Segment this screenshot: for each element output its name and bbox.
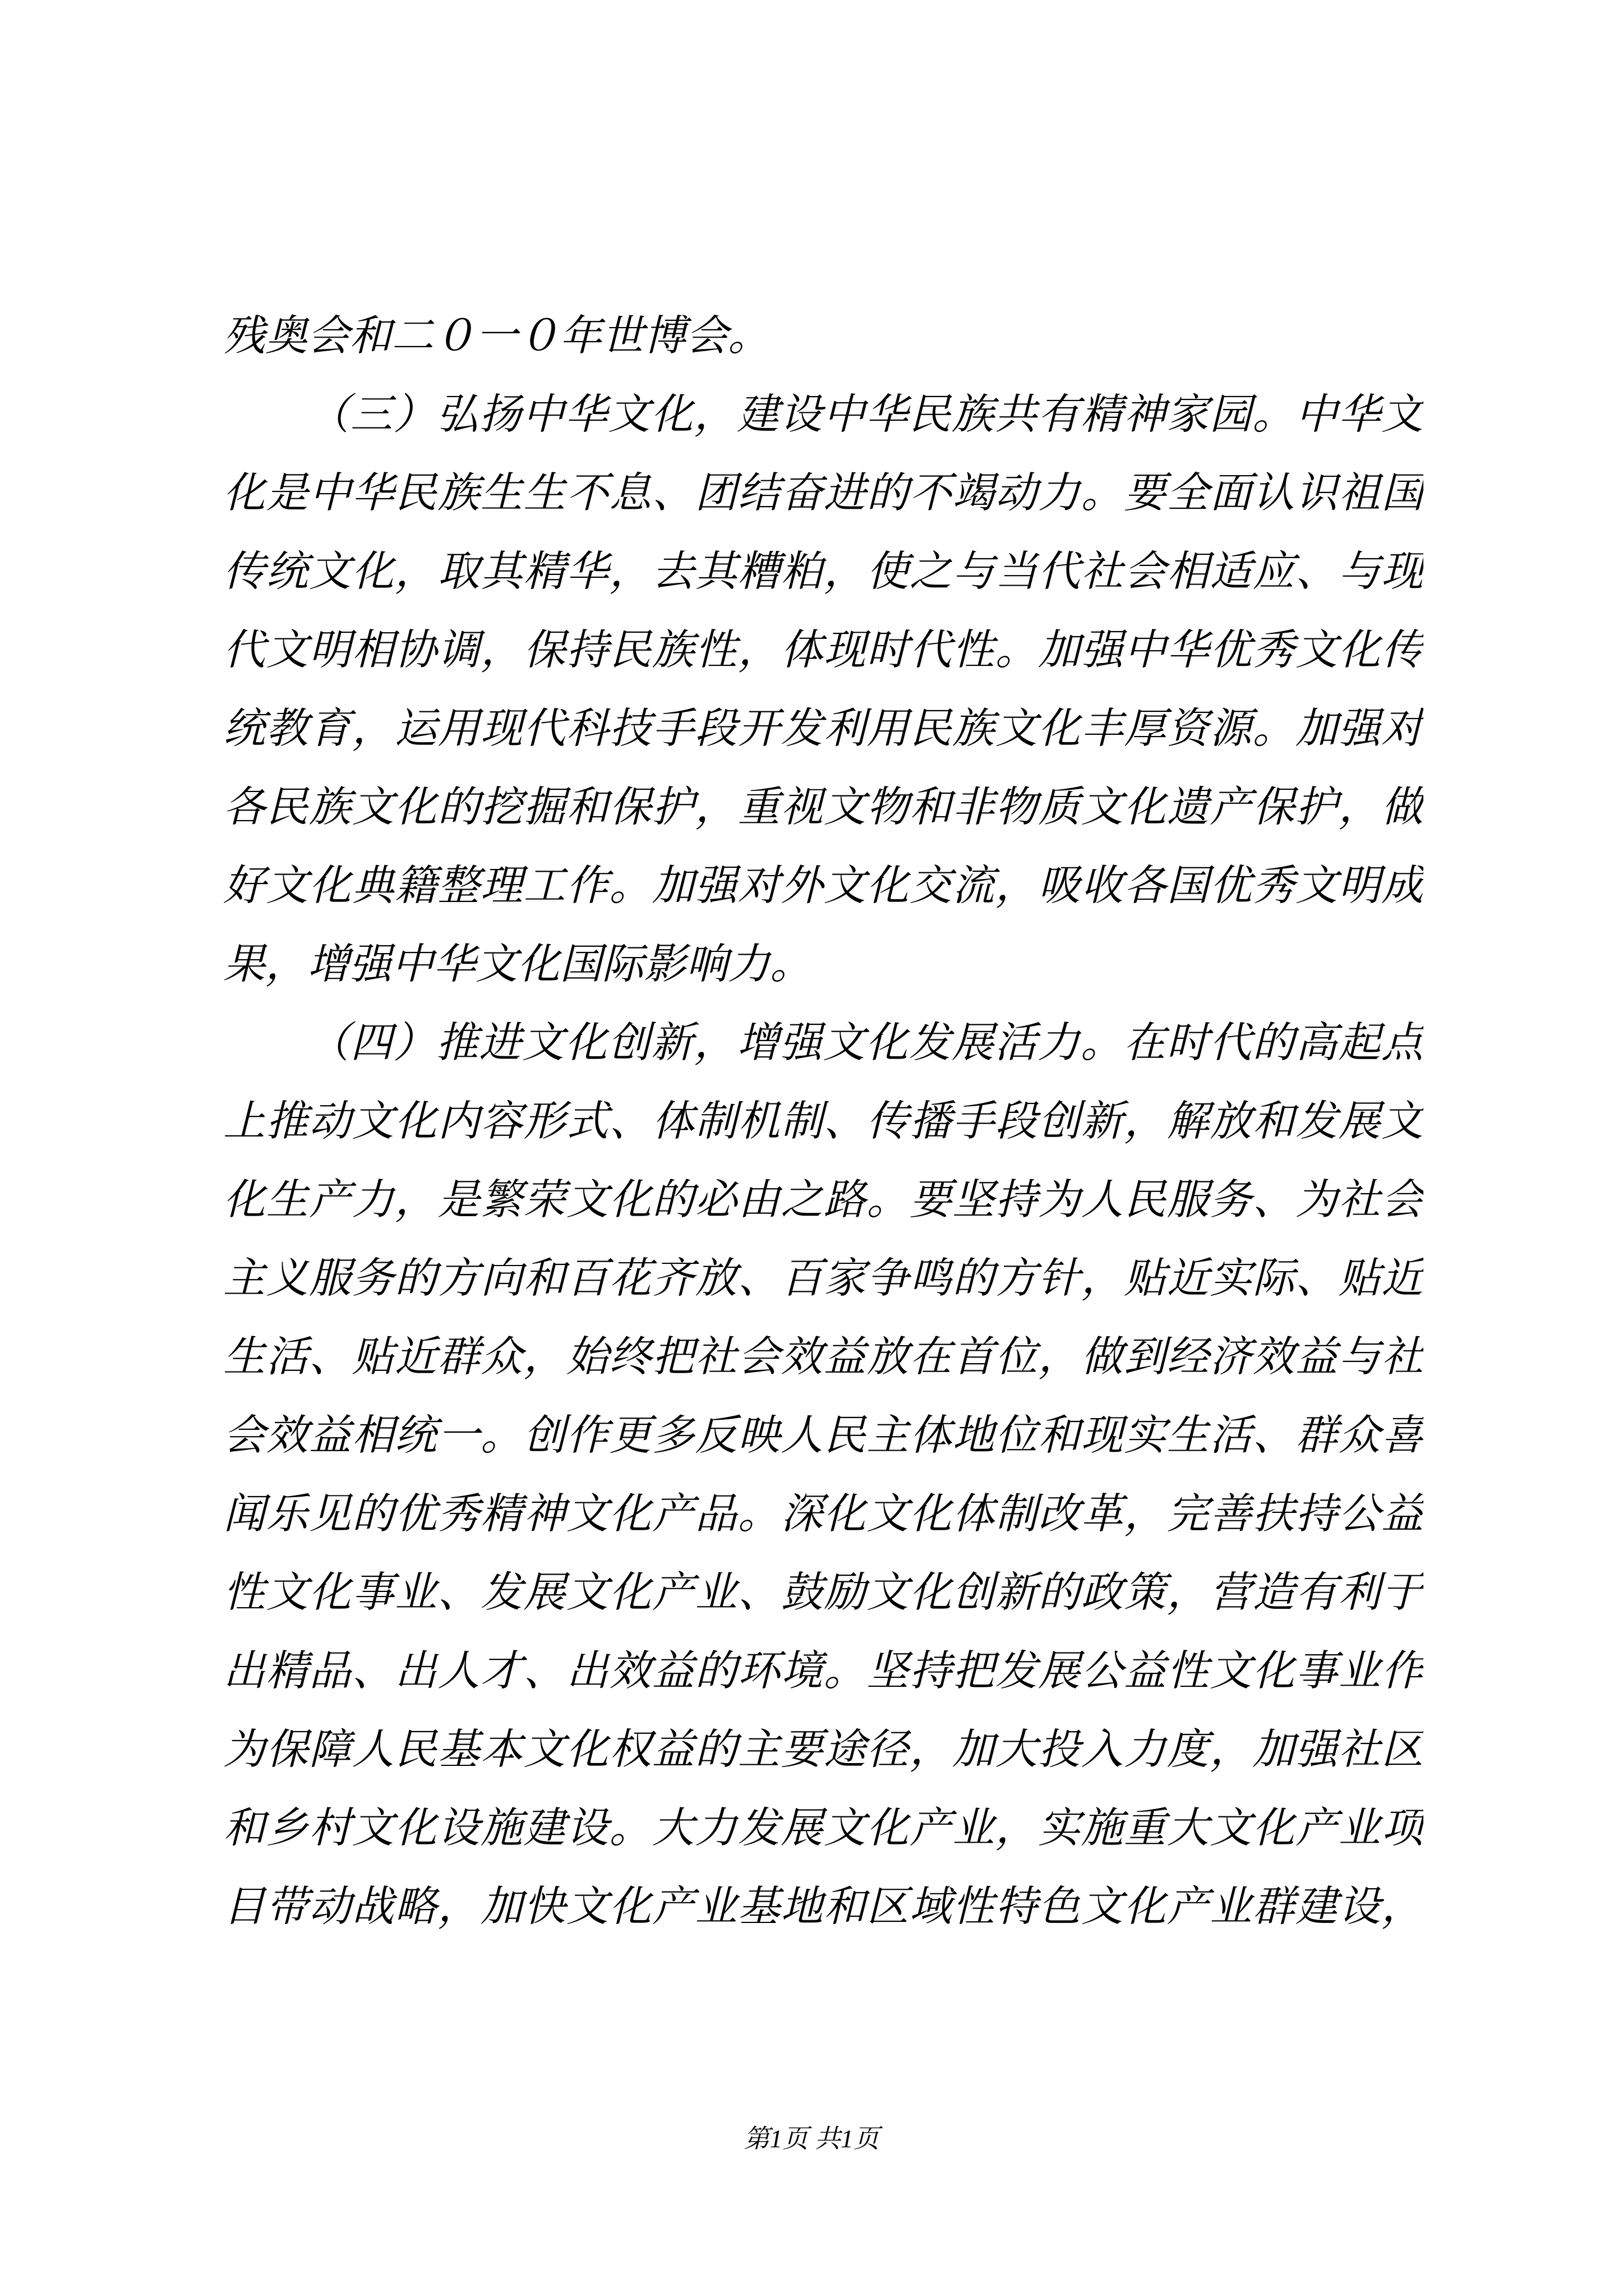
- page-footer: [0, 2122, 1623, 2156]
- text-line: 残奥会和二０一０年世博会。: [223, 313, 771, 360]
- text-line: 和乡村文化设施建设。大力发展文化产业，实施重大文化产业项: [223, 1805, 1423, 1852]
- text-line: 果，增强中华文化国际影响力。: [223, 941, 813, 988]
- text-line: 性文化事业、发展文化产业、鼓励文化创新的政策，营造有利于: [223, 1570, 1423, 1616]
- text-line: 统教育，运用现代科技手段开发利用民族文化丰厚资源。加强对: [223, 706, 1423, 752]
- text-line: 各民族文化的挖掘和保护，重视文物和非物质文化遗产保护，做: [223, 784, 1423, 831]
- text-line: 传统文化，取其精华，去其糟粕，使之与当代社会相适应、与现: [223, 549, 1423, 595]
- text-line: 主义服务的方向和百花齐放、百家争鸣的方针，贴近实际、贴近: [223, 1255, 1423, 1302]
- text-line: 上推动文化内容形式、体制机制、传播手段创新，解放和发展文: [223, 1098, 1423, 1145]
- text-line: 闻乐见的优秀精神文化产品。深化文化体制改革，完善扶持公益: [223, 1491, 1423, 1538]
- document-body: [223, 297, 1423, 1947]
- text-line: 生活、贴近群众，始终把社会效益放在首位，做到经济效益与社: [223, 1334, 1423, 1381]
- page-number-label: 第1页 共1页: [744, 2124, 879, 2153]
- text-line: 为保障人民基本文化权益的主要途径，加大投入力度，加强社区: [223, 1727, 1423, 1773]
- text-line: 代文明相协调，保持民族性，体现时代性。加强中华优秀文化传: [223, 627, 1423, 674]
- text-line: 好文化典籍整理工作。加强对外文化交流，吸收各国优秀文明成: [223, 863, 1423, 909]
- text-line: （四）推进文化创新，增强文化发展活力。在时代的高起点: [307, 1020, 1423, 1066]
- text-line: （三）弘扬中华文化，建设中华民族共有精神家园。中华文: [307, 392, 1423, 438]
- text-line: 目带动战略，加快文化产业基地和区域性特色文化产业群建设，: [223, 1884, 1423, 1930]
- text-line: 出精品、出人才、出效益的环境。坚持把发展公益性文化事业作: [223, 1648, 1423, 1695]
- text-line: 会效益相统一。创作更多反映人民主体地位和现实生活、群众喜: [223, 1412, 1423, 1459]
- text-line: 化生产力，是繁荣文化的必由之路。要坚持为人民服务、为社会: [223, 1177, 1423, 1223]
- text-line: 化是中华民族生生不息、团结奋进的不竭动力。要全面认识祖国: [223, 470, 1423, 517]
